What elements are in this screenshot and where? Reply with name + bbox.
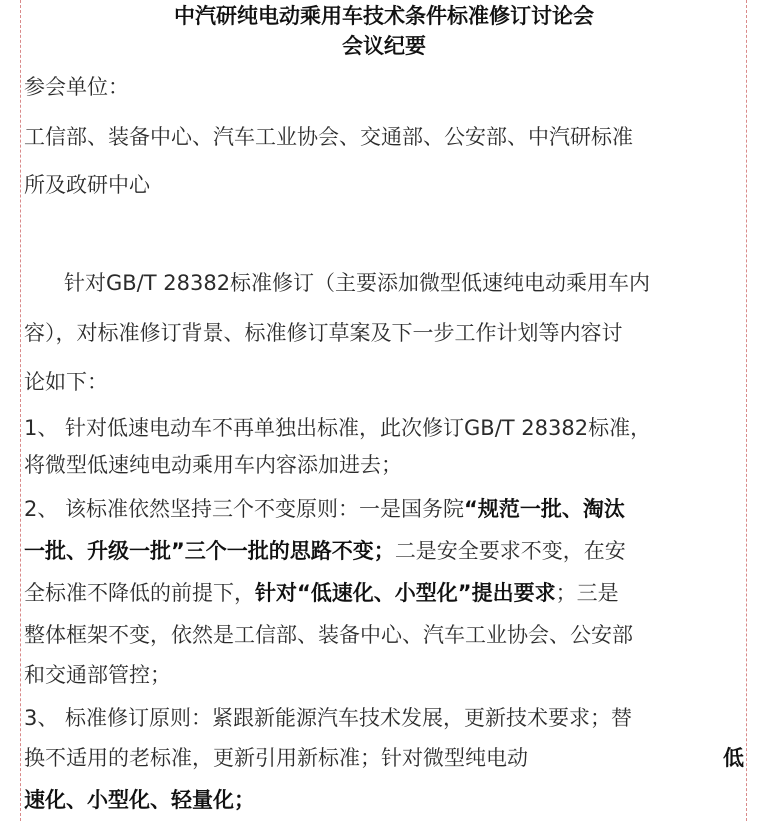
attendees-line: 工信部、装备中心、汽车工业协会、交通部、公安部、中汽研标准 (24, 125, 633, 149)
item2-bold-text: 一批、升级一批”三个一批的思路不变； (24, 539, 395, 563)
intro-line: 容），对标准修订背景、标准修订草案及下一步工作计划等内容讨 (24, 321, 623, 345)
item2-text: 全标准不降低的前提下， (24, 581, 255, 605)
item2-line (24, 578, 746, 608)
intro-line: 针对GB/T 28382标准修订（主要添加微型低速纯电动乘用车内 (64, 271, 651, 295)
item2-line: 和交通部管控； (24, 663, 171, 687)
attendees-label: 参会单位： (24, 75, 129, 99)
intro-line: 论如下： (24, 370, 108, 394)
attendees-line: 所及政研中心 (24, 173, 150, 197)
item1-line: 将微型低速纯电动乘用车内容添加进去； (24, 453, 402, 477)
document-title: 中汽研纯电动乘用车技术条件标准修订讨论会 (174, 4, 594, 28)
item3-bold-text: 低 (723, 746, 744, 770)
item2-text: 二是安全要求不变，在安 (394, 539, 626, 563)
item2-line (24, 494, 746, 524)
item2-bold-text: “规范一批、淘汰 (464, 497, 625, 521)
item3-text: 换不适用的老标准，更新引用新标准；针对微型纯电动 (24, 746, 528, 770)
item3-line (24, 743, 746, 773)
item2-bold-text: 针对“低速化、小型化”提出要求 (255, 581, 556, 605)
item3-bold-line: 速化、小型化、轻量化； (24, 788, 255, 812)
item1-line: 1、 针对低速电动车不再单独出标准，此次修订GB/T 28382标准， (24, 416, 652, 440)
item3-line: 3、 标准修订原则：紧跟新能源汽车技术发展，更新技术要求；替 (24, 706, 633, 730)
item2-line: 整体框架不变，依然是工信部、装备中心、汽车工业协会、公安部 (24, 623, 633, 647)
left-margin-guide (20, 0, 21, 821)
item2-text: ；三是 (555, 581, 619, 605)
item2-line (24, 536, 746, 566)
right-margin-guide (746, 0, 747, 821)
item2-text: 2、 该标准依然坚持三个不变原则：一是国务院 (24, 497, 465, 521)
document-subtitle: 会议纪要 (342, 34, 426, 58)
watermark-fade (528, 748, 606, 770)
